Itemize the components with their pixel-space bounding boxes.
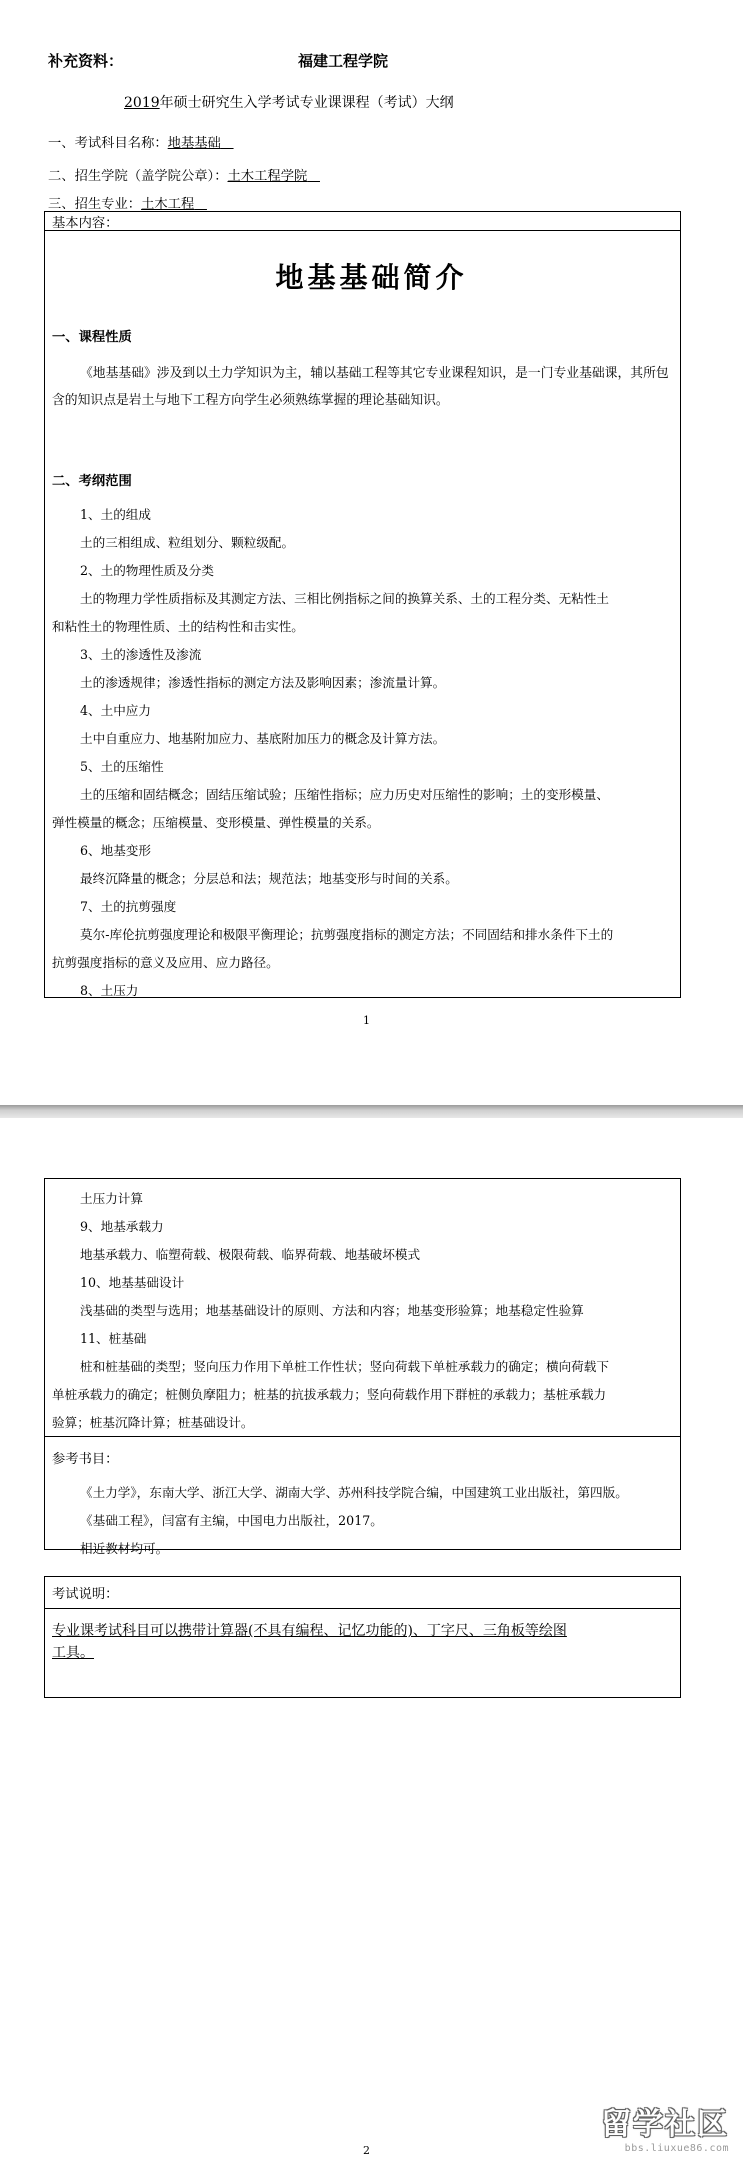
- field-label: 三、招生专业：: [48, 197, 142, 212]
- section1-heading: 一、课程性质: [52, 330, 132, 345]
- outline-year: 2019: [124, 95, 160, 111]
- field-value: 土木工程学院: [227, 169, 308, 184]
- item-line: 土的物理力学性质指标及其测定方法、三相比例指标之间的换算关系、土的工程分类、无粘性土: [80, 591, 609, 606]
- exam-notes-line: 工具。: [52, 1645, 94, 1661]
- field-college: [48, 165, 320, 184]
- outline-title: [124, 92, 454, 112]
- item-line: 土压力计算: [80, 1191, 143, 1206]
- item-title: 6、地基变形: [80, 843, 151, 858]
- item-title: 2、土的物理性质及分类: [80, 563, 214, 578]
- item-line: 浅基础的类型与选用；地基基础设计的原则、方法和内容；地基变形验算；地基稳定性验算: [80, 1303, 584, 1318]
- item-line: 桩和桩基础的类型；竖向压力作用下单桩工作性状；竖向荷载下单桩承载力的确定；横向荷载下: [80, 1359, 609, 1374]
- item-title: 10、地基基础设计: [80, 1275, 185, 1290]
- page-number: 1: [363, 1014, 370, 1027]
- box-divider: [44, 1608, 681, 1609]
- intro-heading: 地基基础简介: [275, 261, 468, 294]
- field-exam-subject: [48, 132, 234, 151]
- item-title: 9、地基承载力: [80, 1219, 164, 1234]
- page-number: 2: [363, 2144, 370, 2157]
- item-line: 和粘性土的物理性质、土的结构性和击实性。: [52, 619, 304, 634]
- item-line: 最终沉降量的概念；分层总和法；规范法；地基变形与时间的关系。: [80, 871, 458, 886]
- item-line: 弹性模量的概念；压缩模量、变形模量、弹性模量的关系。: [52, 815, 380, 830]
- reference-item: 《基础工程》，闫富有主编，中国电力出版社，2017。: [80, 1513, 383, 1528]
- item-title: 4、土中应力: [80, 703, 151, 718]
- watermark-url: bbs.liuxue86.com: [624, 2143, 729, 2154]
- item-title: 8、土压力: [80, 983, 139, 998]
- reference-item: 相近教材均可。: [80, 1541, 169, 1556]
- section2-heading: 二、考纲范围: [52, 474, 132, 489]
- box-divider: [44, 230, 681, 231]
- item-line: 土的压缩和固结概念；固结压缩试验；压缩性指标；应力历史对压缩性的影响；土的变形模量、: [80, 787, 609, 802]
- item-line: 抗剪强度指标的意义及应用、应力路径。: [52, 955, 279, 970]
- item-title: 11、桩基础: [80, 1331, 147, 1346]
- item-line: 验算；桩基沉降计算；桩基础设计。: [52, 1415, 254, 1430]
- item-title: 7、土的抗剪强度: [80, 899, 177, 914]
- item-line: 莫尔-库伦抗剪强度理论和极限平衡理论；抗剪强度指标的测定方法；不同固结和排水条件下土的: [80, 927, 614, 942]
- field-label: 一、考试科目名称：: [48, 136, 168, 151]
- item-line: 单桩承载力的确定；桩侧负摩阻力；桩基的抗拔承载力；竖向荷载作用下群桩的承载力；基桩承载力: [52, 1387, 607, 1402]
- item-title: 1、土的组成: [80, 507, 151, 522]
- item-line: 土中自重应力、地基附加应力、基底附加压力的概念及计算方法。: [80, 731, 446, 746]
- box-divider: [44, 1436, 681, 1437]
- watermark-text: 留学社区: [601, 2107, 729, 2142]
- references-label: 参考书目：: [52, 1452, 119, 1467]
- exam-notes-line: 专业课考试科目可以携带计算器(不具有编程、记忆功能的)、丁字尺、三角板等绘图: [52, 1623, 567, 1639]
- outline-title-rest: 年硕士研究生入学考试专业课课程（考试）大纲: [159, 95, 454, 111]
- item-line: 土的渗透规律；渗透性指标的测定方法及影响因素；渗流量计算。: [80, 675, 446, 690]
- reference-item: 《土力学》，东南大学、浙江大学、湖南大学、苏州科技学院合编，中国建筑工业出版社，第四版。: [80, 1485, 628, 1500]
- item-title: 3、土的渗透性及渗流: [80, 647, 202, 662]
- supplement-label: 补充资料：: [48, 52, 124, 70]
- watermark-logo: [601, 2099, 729, 2154]
- section1-paragraph: 《地基基础》涉及到以土力学知识为主，辅以基础工程等其它专业课程知识，是一门专业基础课，其所包含的知识点是岩土与地下工程方向学生必须熟练掌握的理论基础知识。: [52, 366, 669, 408]
- item-line: 地基承载力、临塑荷载、极限荷载、临界荷载、地基破坏模式: [80, 1247, 421, 1262]
- school-name: 福建工程学院: [298, 52, 389, 70]
- field-major: [48, 193, 207, 212]
- item-title: 5、土的压缩性: [80, 759, 164, 774]
- field-label: 二、招生学院（盖学院公章）：: [48, 169, 228, 184]
- field-value: 地基基础: [167, 136, 221, 151]
- document-page-2: [0, 1118, 743, 2164]
- exam-notes-label: 考试说明：: [52, 1587, 119, 1602]
- basic-content-label: 基本内容：: [52, 216, 119, 231]
- item-line: 土的三相组成、粒组划分、颗粒级配。: [80, 535, 295, 550]
- page-separator: [0, 1105, 743, 1118]
- field-value: 土木工程: [141, 197, 195, 212]
